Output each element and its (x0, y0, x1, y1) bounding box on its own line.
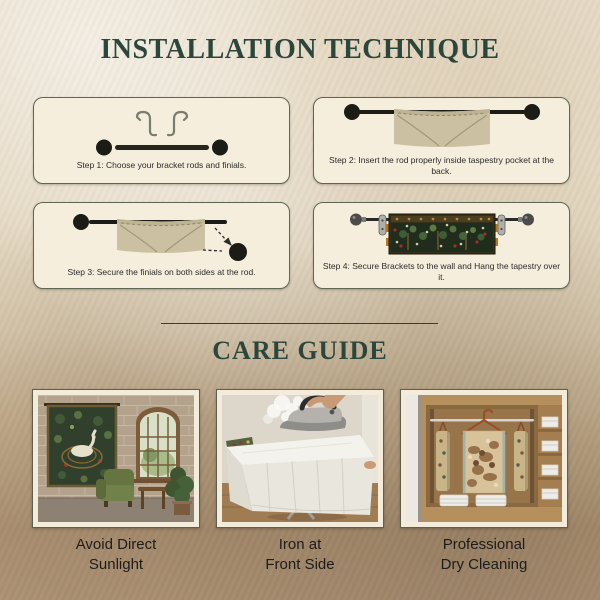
step-4-card (313, 202, 570, 289)
step-4-caption: Step 4: Secure Brackets to the wall and Hang the tapestry over it. (322, 260, 561, 282)
care-item-avoid-sunlight (32, 389, 200, 576)
step-1-caption: Step 1: Choose your bracket rods and finials. (76, 160, 247, 171)
iron-front-side-photo (222, 395, 378, 522)
step-1-card (33, 97, 290, 184)
step-3-card (33, 202, 290, 289)
tapestry-in-room-photo (38, 395, 194, 522)
step-3-caption: Step 3: Secure the finials on both sides at the rod. (67, 267, 256, 278)
care-caption-dry-cleaning: Professional Dry Cleaning (440, 536, 528, 574)
bracket-rods-finials-icon (57, 107, 267, 157)
step-2-caption: Step 2: Insert the rod properly inside taspestry pocket at the back. (329, 154, 554, 176)
care-caption-avoid-sunlight: Avoid Direct Sunlight (75, 536, 157, 574)
rod-inside-pocket-icon (337, 102, 547, 152)
care-item-iron-front-side (216, 389, 384, 576)
closet-storage-photo (406, 395, 562, 522)
secure-finials-icon (57, 210, 267, 264)
wall-brackets-hang-tapestry-icon (337, 206, 547, 258)
care-item-dry-cleaning (400, 389, 568, 576)
care-caption-iron-front-side: Iron at Front Side (265, 536, 335, 574)
photo-frame (216, 389, 384, 528)
photo-frame (32, 389, 200, 528)
section-divider (161, 323, 438, 324)
installation-steps-grid (33, 97, 570, 289)
page-title: INSTALLATION TECHNIQUE (100, 34, 500, 65)
photo-frame (400, 389, 568, 528)
care-guide-title: CARE GUIDE (212, 336, 388, 365)
step-2-card (313, 97, 570, 184)
care-guide-grid (32, 389, 568, 576)
